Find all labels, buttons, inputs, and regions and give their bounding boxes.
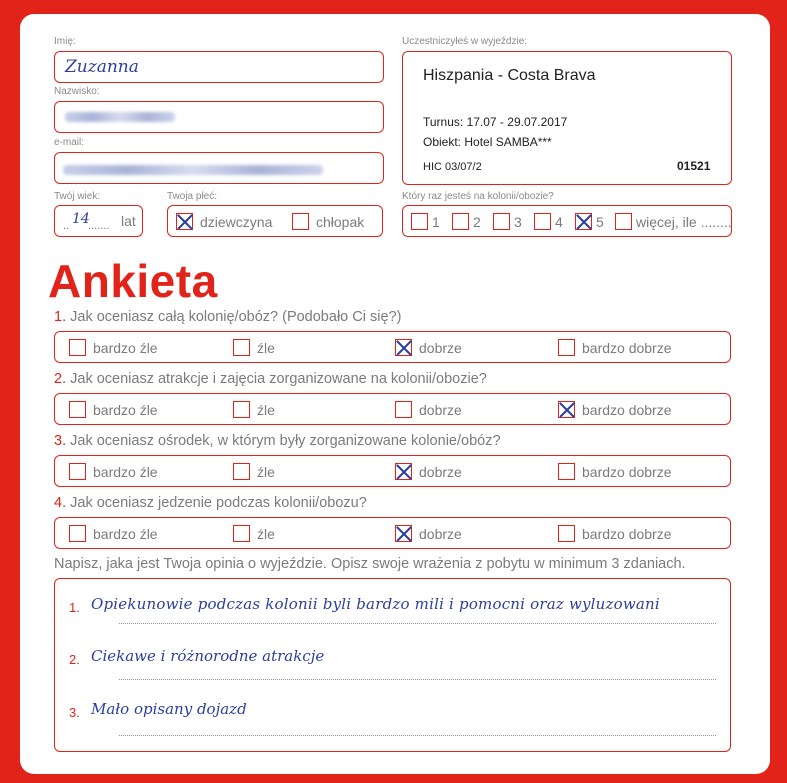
checkbox[interactable] xyxy=(233,525,250,542)
checkbox-checked[interactable] xyxy=(575,213,592,230)
trip-title: Hiszpania - Costa Brava xyxy=(423,67,596,84)
trip-box xyxy=(402,51,732,185)
opinion-line-2: Ciekawe i różnorodne atrakcje xyxy=(91,647,325,665)
checkbox-checked[interactable] xyxy=(395,463,412,480)
answer-option[interactable]: źle xyxy=(233,525,275,542)
answer-option[interactable]: źle xyxy=(233,339,275,356)
age-value: 14 xyxy=(72,211,90,227)
checkbox[interactable] xyxy=(69,525,86,542)
gender-option-girl[interactable]: dziewczyna xyxy=(176,213,272,230)
opinion-num-2: 2. xyxy=(69,652,80,667)
opinion-num-3: 3. xyxy=(69,705,80,720)
trip-label: Uczestniczyłeś w wyjeździe: xyxy=(402,36,528,47)
times-label: Który raz jesteś na kolonii/obozie? xyxy=(402,191,554,202)
redacted-surname xyxy=(65,112,175,122)
question-3-answers xyxy=(54,455,731,487)
times-option-4[interactable]: 4 xyxy=(534,213,563,230)
question-4-answers xyxy=(54,517,731,549)
checkbox[interactable] xyxy=(69,463,86,480)
times-option-2[interactable]: 2 xyxy=(452,213,481,230)
surname-field[interactable] xyxy=(54,101,384,133)
answer-option[interactable]: źle xyxy=(233,463,275,480)
opinion-prompt: Napisz, jaka jest Twoja opinia o wyjeździe. Opisz swoje wrażenia z pobytu w minimum 3 zdaniach. xyxy=(54,556,686,572)
question-2-answers xyxy=(54,393,731,425)
email-label: e-mail: xyxy=(54,137,85,148)
checkbox-checked[interactable] xyxy=(176,213,193,230)
checkbox[interactable] xyxy=(233,339,250,356)
trip-number: 01521 xyxy=(677,159,711,173)
age-field[interactable]: .. 14 ....... lat xyxy=(54,205,143,237)
opinion-box[interactable] xyxy=(54,578,731,752)
times-field xyxy=(402,205,732,237)
gender-field xyxy=(167,205,383,237)
redacted-email xyxy=(63,165,323,175)
checkbox[interactable] xyxy=(69,339,86,356)
answer-option[interactable]: bardzo źle xyxy=(69,525,158,542)
checkbox[interactable] xyxy=(534,213,551,230)
name-value: Zuzanna xyxy=(65,57,139,77)
answer-option[interactable]: bardzo dobrze xyxy=(558,339,672,356)
answer-option[interactable]: dobrze xyxy=(395,339,462,356)
question-2: 2. Jak oceniasz atrakcje i zajęcia zorganizowane na kolonii/obozie? xyxy=(54,371,487,387)
times-option-1[interactable]: 1 xyxy=(411,213,440,230)
gender-label: Twoja płeć: xyxy=(167,191,218,202)
answer-option[interactable]: dobrze xyxy=(395,525,462,542)
times-option-more[interactable]: więcej, ile ........ xyxy=(615,213,732,230)
checkbox[interactable] xyxy=(411,213,428,230)
checkbox[interactable] xyxy=(395,401,412,418)
checkbox[interactable] xyxy=(558,525,575,542)
gender-option-boy[interactable]: chłopak xyxy=(292,213,364,230)
trip-turnus: Turnus: 17.07 - 29.07.2017 xyxy=(423,115,568,129)
answer-option[interactable]: bardzo źle xyxy=(69,401,158,418)
question-4: 4. Jak oceniasz jedzenie podczas kolonii/obozu? xyxy=(54,495,367,511)
checkbox-checked[interactable] xyxy=(558,401,575,418)
question-1: 1. Jak oceniasz całą kolonię/obóz? (Podobało Ci się?) xyxy=(54,309,402,325)
checkbox[interactable] xyxy=(452,213,469,230)
question-3: 3. Jak oceniasz ośrodek, w którym były zorganizowane kolonie/obóz? xyxy=(54,433,501,449)
answer-option[interactable]: bardzo źle xyxy=(69,463,158,480)
surname-label: Nazwisko: xyxy=(54,86,100,97)
checkbox[interactable] xyxy=(493,213,510,230)
trip-code: HIC 03/07/2 xyxy=(423,161,482,173)
survey-title: Ankieta xyxy=(48,255,218,307)
answer-option[interactable]: bardzo dobrze xyxy=(558,525,672,542)
answer-option[interactable]: dobrze xyxy=(395,401,462,418)
checkbox[interactable] xyxy=(233,463,250,480)
answer-option[interactable]: bardzo dobrze xyxy=(558,463,672,480)
question-1-answers xyxy=(54,331,731,363)
times-option-5[interactable]: 5 xyxy=(575,213,604,230)
opinion-line-1: Opiekunowie podczas kolonii byli bardzo mili i pomocni oraz wyluzowani xyxy=(91,595,660,613)
checkbox[interactable] xyxy=(615,213,632,230)
checkbox-checked[interactable] xyxy=(395,339,412,356)
checkbox[interactable] xyxy=(69,401,86,418)
checkbox-checked[interactable] xyxy=(395,525,412,542)
email-field[interactable] xyxy=(54,152,384,184)
trip-object: Obiekt: Hotel SAMBA*** xyxy=(423,135,552,149)
age-label: Twój wiek: xyxy=(54,191,101,202)
opinion-num-1: 1. xyxy=(69,600,80,615)
answer-option[interactable]: bardzo dobrze xyxy=(558,401,672,418)
checkbox[interactable] xyxy=(558,339,575,356)
name-field[interactable] xyxy=(54,51,384,83)
times-option-3[interactable]: 3 xyxy=(493,213,522,230)
survey-sheet xyxy=(20,14,770,774)
checkbox[interactable] xyxy=(292,213,309,230)
opinion-line-3: Mało opisany dojazd xyxy=(91,700,247,718)
age-suffix: lat xyxy=(121,213,136,229)
answer-option[interactable]: bardzo źle xyxy=(69,339,158,356)
checkbox[interactable] xyxy=(233,401,250,418)
answer-option[interactable]: dobrze xyxy=(395,463,462,480)
answer-option[interactable]: źle xyxy=(233,401,275,418)
checkbox[interactable] xyxy=(558,463,575,480)
name-label: Imię: xyxy=(54,36,76,47)
